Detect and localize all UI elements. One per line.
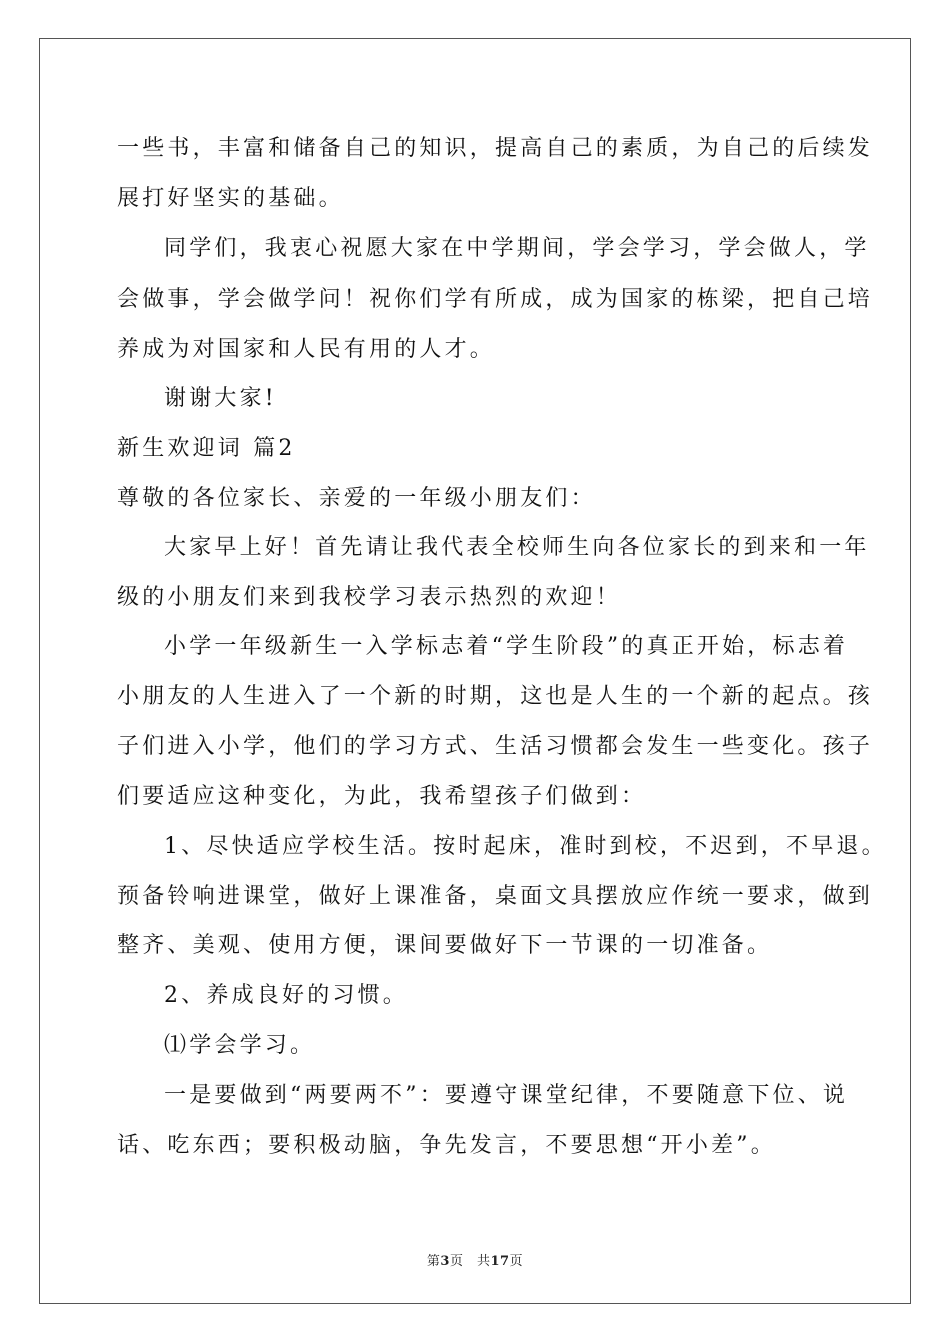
paragraph-line: 子们进入小学，他们的学习方式、生活习惯都会发生一些变化。孩子 bbox=[117, 734, 874, 759]
closing-line: 谢谢大家! bbox=[164, 386, 277, 411]
total-page-count: 17 bbox=[490, 1254, 510, 1269]
paragraph-line: 话、吃东西；要积极动脑，争先发言，不要思想“开小差”。 bbox=[117, 1133, 776, 1158]
section-heading: 新生欢迎词 篇2 bbox=[117, 436, 296, 461]
paragraph-line: 一些书，丰富和储备自己的知识，提高自己的素质，为自己的后续发 bbox=[117, 136, 874, 161]
page-border bbox=[39, 38, 911, 1304]
paragraph-line: 级的小朋友们来到我校学习表示热烈的欢迎！ bbox=[117, 585, 622, 610]
footer-mid: 页 共 bbox=[449, 1254, 491, 1269]
page-footer bbox=[0, 1250, 950, 1269]
paragraph-line: 预备铃响进课堂，做好上课准备，桌面文具摆放应作统一要求，做到 bbox=[117, 884, 874, 909]
paragraph-line: 小朋友的人生进入了一个新的时期，这也是人生的一个新的起点。孩 bbox=[117, 684, 874, 709]
footer-suffix: 页 bbox=[509, 1254, 524, 1269]
paragraph-line: 1、尽快适应学校生活。按时起床，准时到校，不迟到，不早退。 bbox=[164, 834, 887, 859]
paragraph-line: 小学一年级新生一入学标志着“学生阶段”的真正开始，标志着 bbox=[164, 634, 849, 659]
salutation: 尊敬的各位家长、亲爱的一年级小朋友们： bbox=[117, 486, 596, 511]
footer-prefix: 第 bbox=[426, 1254, 441, 1269]
paragraph-line: ⑴学会学习。 bbox=[164, 1033, 316, 1058]
paragraph-line: 会做事，学会做学问！祝你们学有所成，成为国家的栋梁，把自己培 bbox=[117, 287, 874, 312]
paragraph-line: 展打好坚实的基础。 bbox=[117, 186, 344, 211]
current-page-number: 3 bbox=[440, 1254, 450, 1269]
paragraph-line: 们要适应这种变化，为此，我希望孩子们做到： bbox=[117, 784, 647, 809]
paragraph-line: 整齐、美观、使用方便，课间要做好下一节课的一切准备。 bbox=[117, 933, 773, 958]
paragraph-line: 大家早上好！首先请让我代表全校师生向各位家长的到来和一年 bbox=[164, 535, 870, 560]
paragraph-line: 一是要做到“两要两不”：要遵守课堂纪律，不要随意下位、说 bbox=[164, 1083, 849, 1108]
paragraph-line: 同学们，我衷心祝愿大家在中学期间，学会学习，学会做人，学 bbox=[164, 236, 870, 261]
paragraph-line: 养成为对国家和人民有用的人才。 bbox=[117, 337, 496, 362]
paragraph-line: 2、养成良好的习惯。 bbox=[164, 983, 408, 1008]
